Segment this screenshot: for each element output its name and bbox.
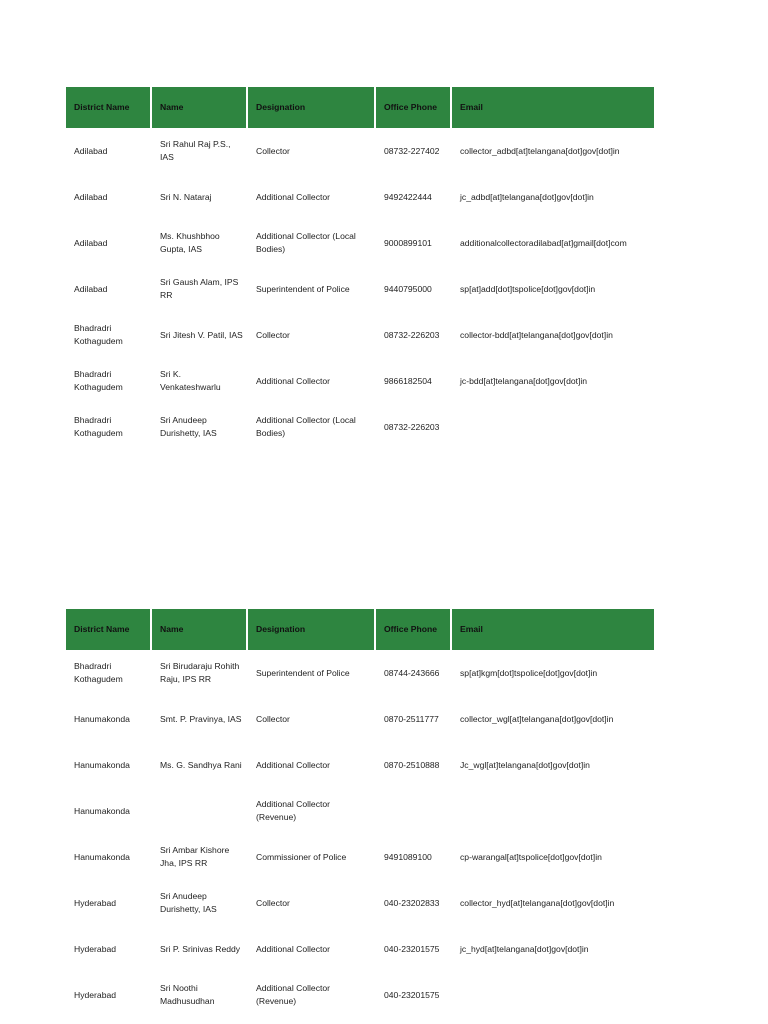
column-header-official-name: Name (152, 87, 248, 128)
table-row (66, 788, 654, 834)
cell-designation: Superintendent of Police (256, 667, 350, 678)
column-header-official-name: Name (152, 609, 248, 650)
table-row (66, 880, 654, 926)
cell-district-name: Hyderabad (74, 897, 117, 908)
cell-office-phone: 08744-243666 (384, 667, 440, 678)
cell-designation: Additional Collector (Revenue) (256, 983, 331, 1006)
cell-district-name: Hyderabad (74, 943, 117, 954)
cell-official-name: Sri Jitesh V. Patil, IAS (160, 329, 243, 340)
table-header-row (66, 87, 654, 128)
cell-designation: Additional Collector (256, 943, 331, 954)
cell-district-name: Adilabad (74, 145, 108, 156)
cell-district-name: Bhadradri Kothagudem (74, 415, 123, 438)
officials-table-2 (66, 609, 654, 1018)
cell-official-name: Sri Anudeep Durishetty, IAS (160, 891, 217, 914)
cell-official-name: Smt. P. Pravinya, IAS (160, 713, 242, 724)
cell-official-name: Sri Gaush Alam, IPS RR (160, 277, 239, 300)
cell-district-name: Bhadradri Kothagudem (74, 661, 123, 684)
cell-district-name: Bhadradri Kothagudem (74, 323, 123, 346)
cell-district-name: Hanumakonda (74, 713, 130, 724)
table-header-row (66, 609, 654, 650)
table-row (66, 404, 654, 450)
cell-email: collector_hyd[at]telangana[dot]gov[dot]in (460, 897, 615, 908)
cell-office-phone: 08732-226203 (384, 421, 440, 432)
cell-email: jc-bdd[at]telangana[dot]gov[dot]in (460, 375, 588, 386)
cell-email (452, 404, 654, 450)
cell-official-name: Ms. G. Sandhya Rani (160, 759, 242, 770)
table-row (66, 312, 654, 358)
table-row (66, 266, 654, 312)
cell-designation: Additional Collector (256, 375, 331, 386)
cell-official-name: Sri Rahul Raj P.S., IAS (160, 139, 231, 162)
cell-email: jc_hyd[at]telangana[dot]gov[dot]in (460, 943, 589, 954)
cell-email: cp-warangal[at]tspolice[dot]gov[dot]in (460, 851, 602, 862)
column-header-office-phone: Office Phone (376, 609, 452, 650)
cell-email: Jc_wgl[at]telangana[dot]gov[dot]in (460, 759, 590, 770)
cell-office-phone: 9000899101 (384, 237, 432, 248)
cell-official-name: Sri P. Srinivas Reddy (160, 943, 241, 954)
table-row (66, 358, 654, 404)
cell-designation: Commissioner of Police (256, 851, 347, 862)
cell-office-phone (376, 788, 452, 834)
table-body (66, 650, 654, 1018)
cell-office-phone: 08732-227402 (384, 145, 440, 156)
cell-office-phone: 040-23202833 (384, 897, 440, 908)
cell-official-name: Sri Birudaraju Rohith Raju, IPS RR (160, 661, 240, 684)
cell-office-phone: 0870-2510888 (384, 759, 440, 770)
table-row (66, 220, 654, 266)
cell-district-name: Adilabad (74, 191, 108, 202)
cell-email: collector_adbd[at]telangana[dot]gov[dot]in (460, 145, 620, 156)
cell-email: sp[at]add[dot]tspolice[dot]gov[dot]in (460, 283, 596, 294)
cell-email (452, 788, 654, 834)
cell-district-name: Hanumakonda (74, 805, 130, 816)
cell-office-phone: 9491089100 (384, 851, 432, 862)
cell-office-phone: 040-23201575 (384, 943, 440, 954)
cell-district-name: Hyderabad (74, 989, 117, 1000)
table-row (66, 834, 654, 880)
table-row (66, 696, 654, 742)
cell-district-name: Hanumakonda (74, 759, 130, 770)
cell-official-name: Sri K. Venkateshwarlu (160, 369, 221, 392)
column-header-district-name: District Name (66, 609, 152, 650)
cell-designation: Collector (256, 329, 290, 340)
column-header-designation: Designation (248, 609, 376, 650)
cell-email (452, 972, 654, 1018)
table-row (66, 972, 654, 1018)
cell-official-name: Sri Ambar Kishore Jha, IPS RR (160, 845, 230, 868)
cell-official-name: Sri N. Nataraj (160, 191, 212, 202)
column-header-email: Email (452, 609, 654, 650)
cell-email: additionalcollectoradilabad[at]gmail[dot]com (460, 237, 627, 248)
table-row (66, 128, 654, 174)
cell-designation: Additional Collector (Revenue) (256, 799, 331, 822)
cell-official-name (152, 788, 248, 834)
cell-email: sp[at]kgm[dot]tspolice[dot]gov[dot]in (460, 667, 598, 678)
cell-email: collector-bdd[at]telangana[dot]gov[dot]in (460, 329, 613, 340)
cell-designation: Additional Collector (Local Bodies) (256, 415, 356, 438)
table-row (66, 650, 654, 696)
cell-district-name: Bhadradri Kothagudem (74, 369, 123, 392)
table-row (66, 926, 654, 972)
cell-official-name: Ms. Khushbhoo Gupta, IAS (160, 231, 220, 254)
cell-official-name: Sri Noothi Madhusudhan (160, 983, 215, 1006)
cell-designation: Collector (256, 713, 290, 724)
cell-office-phone: 08732-226203 (384, 329, 440, 340)
cell-office-phone: 0870-2511777 (384, 713, 439, 724)
cell-email: jc_adbd[at]telangana[dot]gov[dot]in (460, 191, 594, 202)
cell-office-phone: 9492422444 (384, 191, 432, 202)
cell-district-name: Adilabad (74, 237, 108, 248)
cell-designation: Additional Collector (256, 191, 331, 202)
cell-email: collector_wgl[at]telangana[dot]gov[dot]in (460, 713, 614, 724)
table-body (66, 128, 654, 450)
cell-designation: Superintendent of Police (256, 283, 350, 294)
table-row (66, 174, 654, 220)
table-row (66, 742, 654, 788)
cell-designation: Additional Collector (256, 759, 331, 770)
cell-designation: Additional Collector (Local Bodies) (256, 231, 356, 254)
column-header-district-name: District Name (66, 87, 152, 128)
column-header-email: Email (452, 87, 654, 128)
cell-designation: Collector (256, 145, 290, 156)
cell-designation: Collector (256, 897, 290, 908)
cell-office-phone: 040-23201575 (384, 989, 440, 1000)
cell-district-name: Adilabad (74, 283, 108, 294)
cell-office-phone: 9440795000 (384, 283, 432, 294)
cell-district-name: Hanumakonda (74, 851, 130, 862)
officials-table-1 (66, 87, 654, 450)
column-header-office-phone: Office Phone (376, 87, 452, 128)
cell-office-phone: 9866182504 (384, 375, 432, 386)
column-header-designation: Designation (248, 87, 376, 128)
cell-official-name: Sri Anudeep Durishetty, IAS (160, 415, 217, 438)
